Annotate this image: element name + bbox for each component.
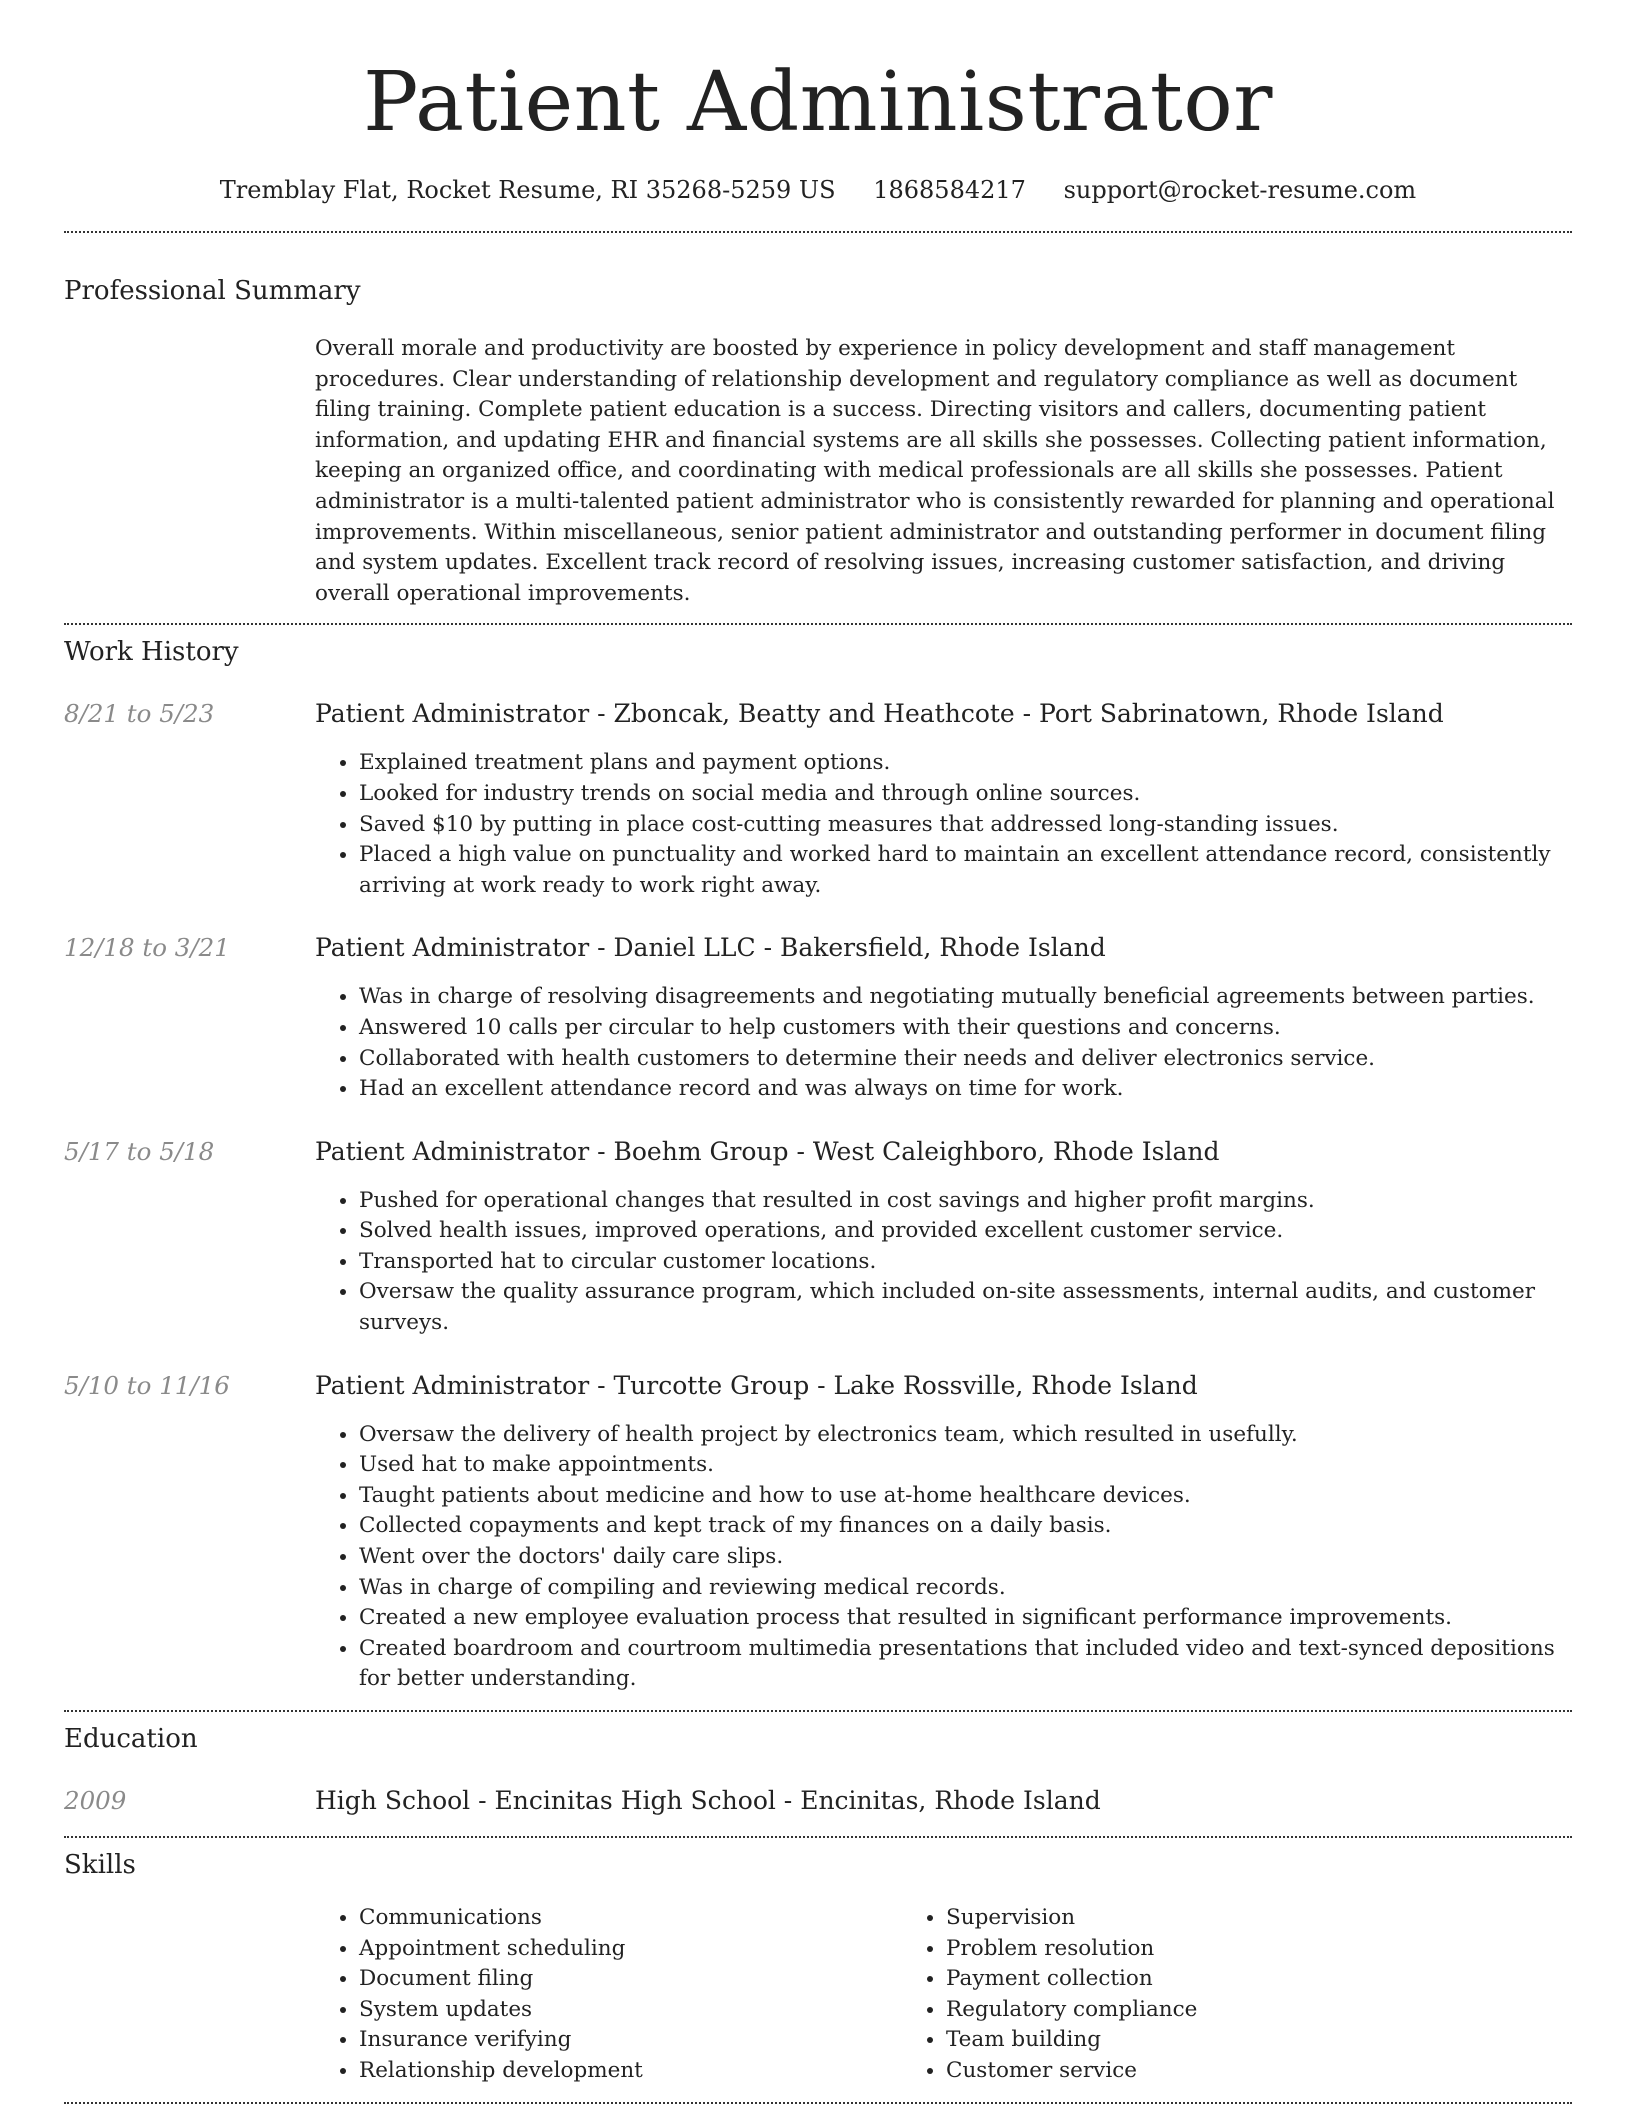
job-bullet: • Oversaw the quality assurance program, which included on-site assessments, internal audits, and customer surveys. (359, 1277, 1572, 1338)
education-heading: High School - Encinitas High School - Encinitas, Rhode Island (315, 1786, 1101, 1815)
section-title-skills: Skills (64, 1850, 136, 1880)
job-entry (64, 698, 1572, 901)
job-bullets (315, 1420, 1572, 1695)
job-bullet: • Went over the doctors' daily care slips. (359, 1542, 1572, 1573)
divider (64, 623, 1572, 625)
skills-list-right (902, 1903, 1446, 2087)
job-date: 5/17 to 5/18 (64, 1136, 215, 1166)
divider (64, 1710, 1572, 1712)
divider (64, 231, 1572, 233)
education-date: 2009 (64, 1786, 127, 1815)
job-date: 12/18 to 3/21 (64, 933, 230, 963)
job-entry (64, 1370, 1572, 1695)
education-entry (64, 1785, 1572, 1817)
job-date: 8/21 to 5/23 (64, 699, 215, 729)
job-heading: Patient Administrator - Daniel LLC - Bakersfield, Rhode Island (315, 933, 1106, 963)
skills-columns (315, 1903, 1572, 2087)
job-bullet: • Collaborated with health customers to determine their needs and deliver electronics service. (359, 1044, 1572, 1075)
job-bullet: • Answered 10 calls per circular to help customers with their questions and concerns. (359, 1013, 1572, 1044)
skill-item: • Customer service (946, 2056, 1446, 2087)
skill-item: • Appointment scheduling (359, 1934, 931, 1965)
skills-list-left (315, 1903, 931, 2087)
job-bullet: • Looked for industry trends on social media and through online sources. (359, 779, 1572, 810)
job-bullet: • Explained treatment plans and payment options. (359, 748, 1572, 779)
job-bullet: • Oversaw the delivery of health project by electronics team, which resulted in usefully. (359, 1420, 1572, 1451)
contact-address: Tremblay Flat, Rocket Resume, RI 35268-5259 US (219, 176, 836, 204)
job-bullets (315, 1186, 1572, 1339)
skill-item: • Problem resolution (946, 1934, 1446, 1965)
skill-item: • System updates (359, 1995, 931, 2026)
job-bullet: • Taught patients about medicine and how to use at-home healthcare devices. (359, 1481, 1572, 1512)
job-bullet: • Collected copayments and kept track of my finances on a daily basis. (359, 1511, 1572, 1542)
section-title-work-history: Work History (64, 637, 239, 668)
job-date: 5/10 to 11/16 (64, 1370, 230, 1400)
job-entry (64, 1136, 1572, 1339)
skill-item: • Supervision (946, 1903, 1446, 1934)
job-bullet: • Pushed for operational changes that resulted in cost savings and higher profit margins. (359, 1186, 1572, 1217)
resume-page (64, 0, 1572, 2104)
skill-item: • Payment collection (946, 1964, 1446, 1995)
skill-item: • Team building (946, 2025, 1446, 2056)
job-bullets (315, 748, 1572, 901)
job-bullets (315, 982, 1572, 1104)
skill-item: • Relationship development (359, 2056, 931, 2087)
contact-line (64, 175, 1572, 205)
section-title-summary: Professional Summary (64, 276, 361, 306)
job-bullet: • Solved health issues, improved operations, and provided excellent customer service. (359, 1216, 1572, 1247)
divider (64, 2102, 1572, 2104)
job-bullet: • Created boardroom and courtroom multimedia presentations that included video and text-synced depositions for better understanding. (359, 1634, 1572, 1695)
section-title-education: Education (64, 1724, 198, 1754)
job-bullet: • Placed a high value on punctuality and worked hard to maintain an excellent attendance record, consistently arriving at work ready to work right away. (359, 840, 1572, 901)
contact-email: support@rocket-resume.com (1063, 176, 1417, 204)
job-entry (64, 932, 1572, 1104)
job-bullet: • Used hat to make appointments. (359, 1450, 1572, 1481)
resume-name: Patient Administrator (363, 55, 1273, 150)
job-bullet: • Transported hat to circular customer locations. (359, 1247, 1572, 1278)
job-bullet: • Was in charge of compiling and reviewing medical records. (359, 1573, 1572, 1604)
job-bullet: • Had an excellent attendance record and was always on time for work. (359, 1074, 1572, 1105)
job-heading: Patient Administrator - Boehm Group - West Caleighboro, Rhode Island (315, 1136, 1220, 1166)
contact-phone: 1868584217 (873, 176, 1026, 204)
job-bullet: • Created a new employee evaluation process that resulted in significant performance improvements. (359, 1603, 1572, 1634)
job-heading: Patient Administrator - Zboncak, Beatty and Heathcote - Port Sabrinatown, Rhode Island (315, 699, 1444, 729)
skill-item: • Document filing (359, 1964, 931, 1995)
divider (64, 1836, 1572, 1838)
skill-item: • Regulatory compliance (946, 1995, 1446, 2026)
skill-item: • Insurance verifying (359, 2025, 931, 2056)
job-bullet: • Was in charge of resolving disagreements and negotiating mutually beneficial agreements between parties. (359, 982, 1572, 1013)
skill-item: • Communications (359, 1903, 931, 1934)
job-heading: Patient Administrator - Turcotte Group - Lake Rossville, Rhode Island (315, 1370, 1198, 1400)
summary-text: Overall morale and productivity are boosted by experience in policy development and staff management procedures. Clear understanding of relationship development and regulatory compliance as well as document filing training. Complete patient education is a success. Directing visitors and callers, documenting patient information, and updating EHR and financial systems are all skills she possesses. Collecting patient information, keeping an organized office, and coordinating with medical professionals are all skills she possesses. Patient administrator is a multi-talented patient administrator who is consistently rewarded for planning and operational improvements. Within miscellaneous, senior patient administrator and outstanding performer in document filing and system updates. Excellent track record of resolving issues, increasing customer satisfaction, and driving overall operational improvements. (315, 336, 1555, 606)
job-bullet: • Saved $10 by putting in place cost-cutting measures that addressed long-standing issues. (359, 810, 1572, 841)
